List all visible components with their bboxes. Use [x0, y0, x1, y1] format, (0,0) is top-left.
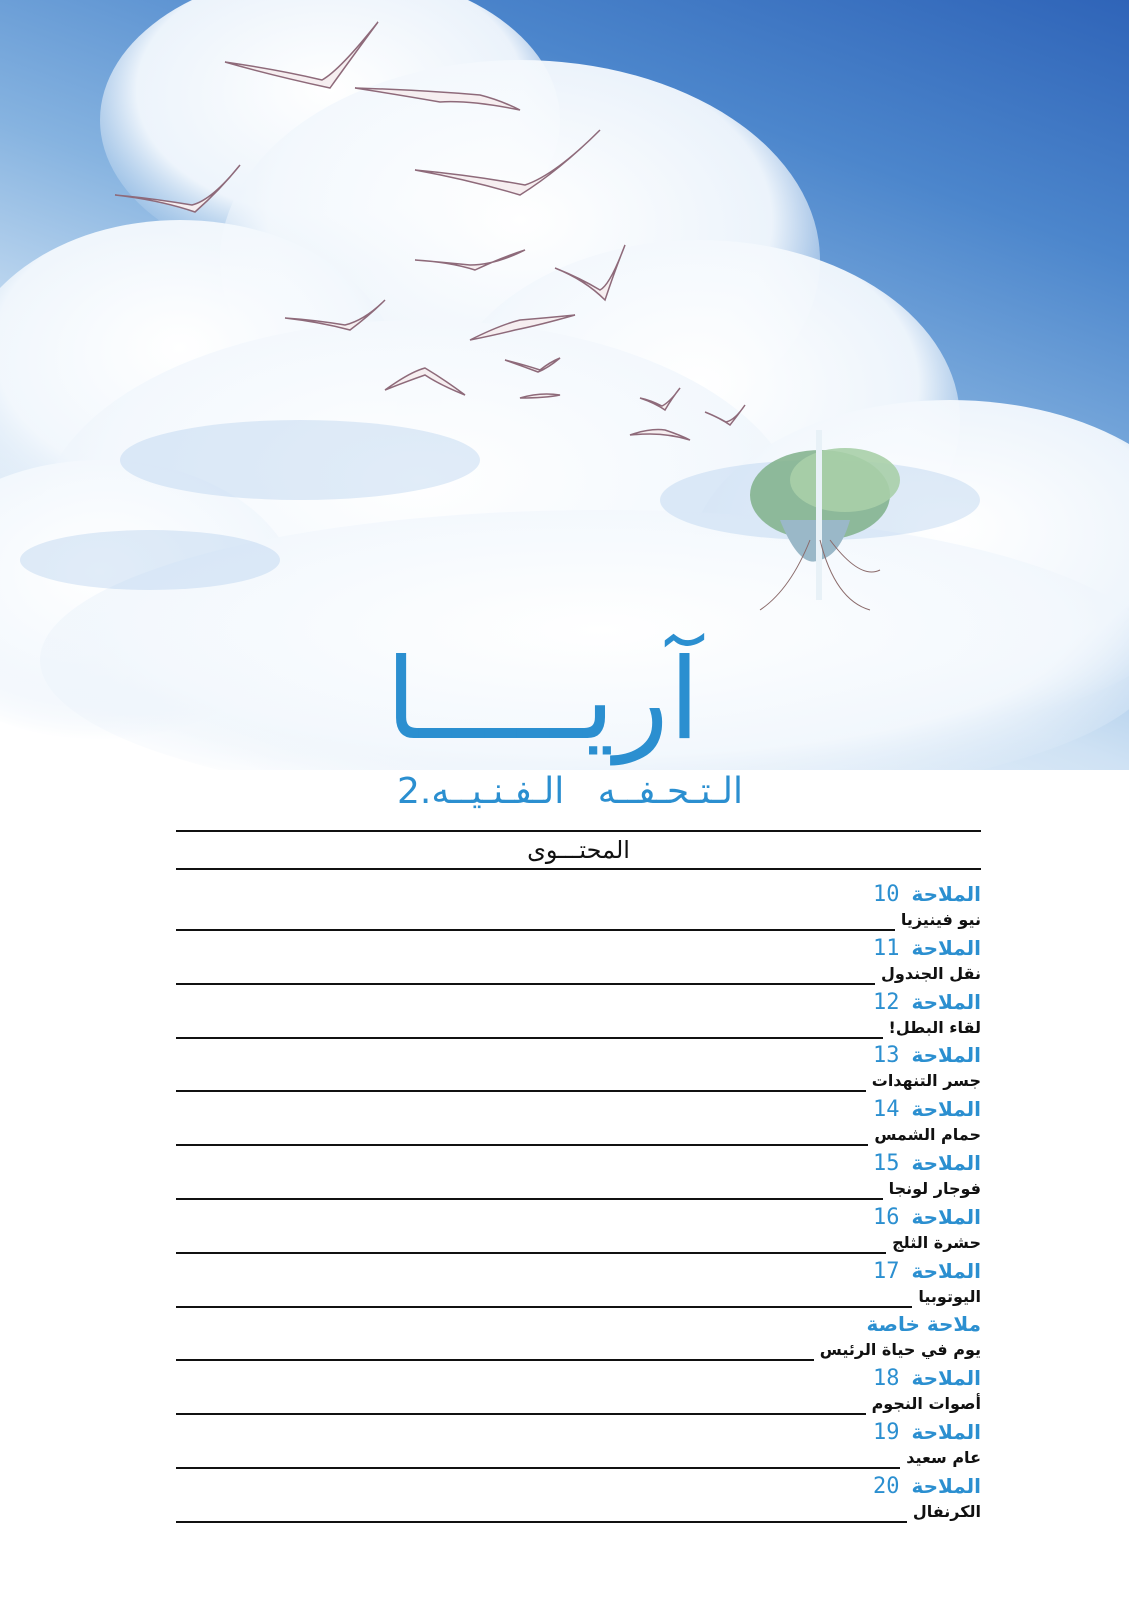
toc-chapter-title: الكرنفال: [907, 1500, 981, 1524]
toc-entry[interactable]: [176, 1310, 981, 1364]
toc-entry[interactable]: [176, 1364, 981, 1418]
toc-episode-number: 11: [872, 935, 900, 961]
toc-episode-number: 16: [872, 1204, 900, 1230]
toc-entry[interactable]: [176, 1257, 981, 1311]
toc-chapter-title: فوجار لونجا: [883, 1177, 981, 1201]
toc-episode-label: [873, 1472, 981, 1501]
toc-episode-number: 19: [872, 1419, 900, 1445]
toc-episode-number: 18: [872, 1366, 900, 1392]
toc-episode-label: [873, 1257, 981, 1286]
toc-chapter-title: اليوتوبيا: [912, 1285, 981, 1309]
toc-entry[interactable]: [176, 880, 981, 934]
toc-entry[interactable]: [176, 1472, 981, 1526]
toc-episode-word: الملاحة: [911, 1366, 981, 1391]
toc-chapter-title: حشرة الثلج: [886, 1231, 981, 1255]
contents-heading: المحتـــوى: [527, 836, 630, 864]
toc-entry[interactable]: [176, 1095, 981, 1149]
table-of-contents: [176, 880, 981, 1526]
book-title: آريـــــا: [385, 635, 700, 765]
toc-leader-line: [176, 1306, 981, 1308]
toc-episode-word: الملاحة: [911, 989, 981, 1014]
header-rule-top: [176, 830, 981, 832]
toc-episode-label: [873, 934, 981, 963]
toc-chapter-title: لقاء البطل!: [883, 1016, 981, 1040]
toc-chapter-title: حمام الشمس: [868, 1123, 981, 1147]
toc-episode-number: 17: [872, 1258, 900, 1284]
toc-leader-line: [176, 1144, 981, 1146]
toc-episode-word: الملاحة: [911, 1204, 981, 1229]
toc-entry[interactable]: [176, 988, 981, 1042]
toc-episode-label: [873, 1095, 981, 1124]
toc-leader-line: [176, 1467, 981, 1469]
toc-episode-word: الملاحة: [911, 1150, 981, 1175]
toc-entry[interactable]: [176, 934, 981, 988]
toc-episode-number: 12: [872, 989, 900, 1015]
toc-leader-line: [176, 983, 981, 985]
toc-leader-line: [176, 1198, 981, 1200]
toc-chapter-title: نيو فينيزيا: [895, 908, 981, 932]
toc-leader-line: [176, 1037, 981, 1039]
toc-leader-line: [176, 1413, 981, 1415]
toc-leader-line: [176, 1090, 981, 1092]
toc-chapter-title: يوم في حياة الرئيس: [814, 1338, 981, 1362]
toc-chapter-title: أصوات النجوم: [866, 1392, 981, 1416]
toc-leader-line: [176, 1521, 981, 1523]
toc-entry[interactable]: [176, 1149, 981, 1203]
toc-episode-word: الملاحة: [911, 1097, 981, 1122]
toc-episode-label: [873, 1418, 981, 1447]
toc-episode-label: [873, 1364, 981, 1393]
toc-chapter-title: نقل الجندول: [875, 962, 981, 986]
toc-leader-line: [176, 1252, 981, 1254]
toc-episode-label: [873, 1149, 981, 1178]
toc-episode-number: 10: [872, 882, 900, 907]
toc-episode-word: الملاحة: [911, 882, 981, 906]
header-rule-bottom: [176, 868, 981, 870]
toc-episode-word: الملاحة: [911, 1258, 981, 1283]
toc-episode-word: الملاحة: [911, 1043, 981, 1068]
book-subtitle: الـتـحـفــه الـفـنـيــه.2: [396, 771, 744, 812]
toc-episode-word: ملاحة خاصة: [866, 1312, 981, 1337]
toc-episode-label: [867, 1310, 981, 1338]
toc-episode-label: [873, 988, 981, 1017]
toc-episode-label: [873, 880, 981, 909]
toc-episode-word: الملاحة: [911, 1473, 981, 1498]
toc-chapter-title: عام سعيد: [900, 1446, 981, 1470]
toc-entry[interactable]: [176, 1418, 981, 1472]
toc-episode-label: [873, 1041, 981, 1070]
toc-episode-label: [873, 1203, 981, 1232]
toc-episode-number: 13: [872, 1043, 900, 1069]
toc-entry[interactable]: [176, 1041, 981, 1095]
toc-episode-number: 14: [872, 1097, 900, 1123]
toc-episode-number: 20: [872, 1473, 900, 1499]
toc-episode-word: الملاحة: [911, 935, 981, 960]
toc-chapter-title: جسر التنهدات: [866, 1069, 981, 1093]
toc-entry[interactable]: [176, 1203, 981, 1257]
toc-episode-word: الملاحة: [911, 1419, 981, 1444]
toc-episode-number: 15: [872, 1150, 900, 1176]
toc-leader-line: [176, 929, 981, 931]
